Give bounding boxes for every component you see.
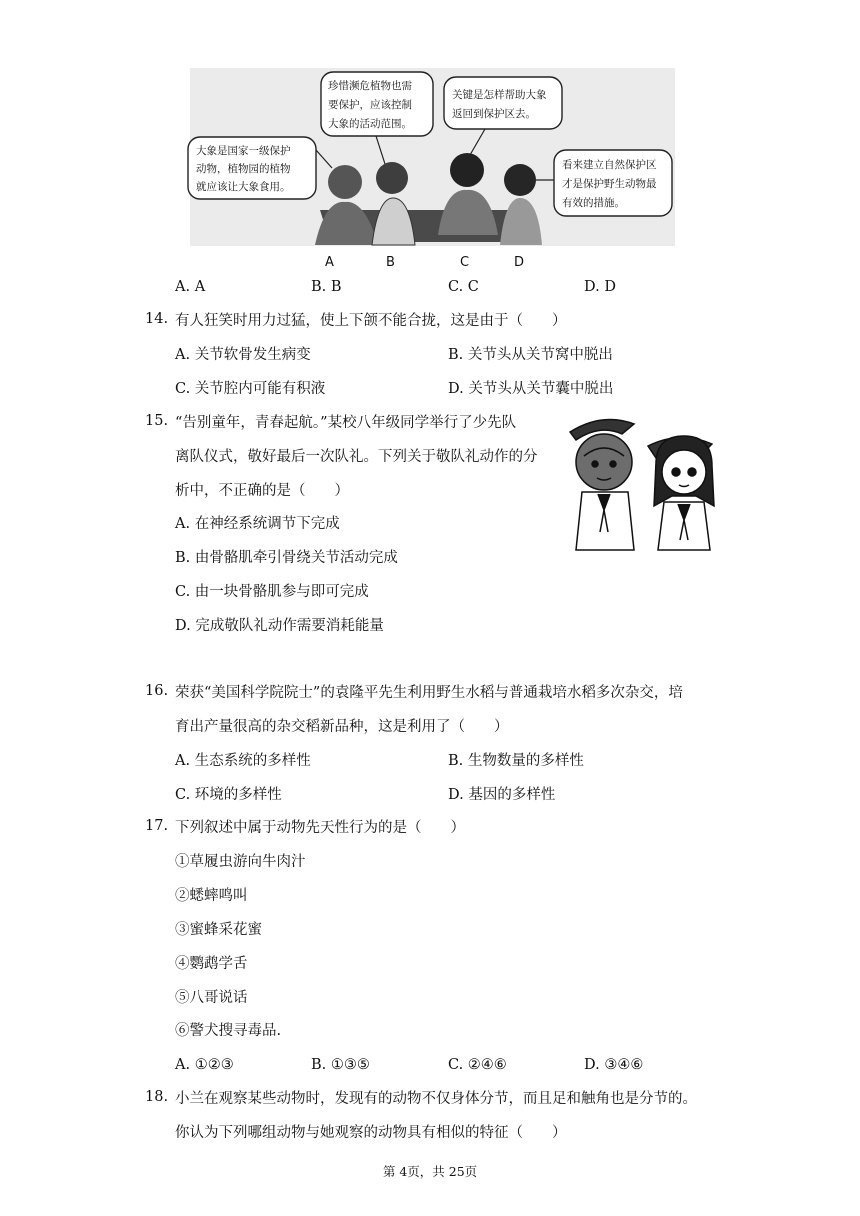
q15-number: 15. [145, 413, 169, 429]
q16-option-a: A. 生态系统的多样性 [175, 753, 311, 769]
q14-option-d: D. 关节头从关节囊中脱出 [448, 381, 614, 397]
bubble-c-line-2: 返回到保护区去。 [452, 108, 536, 120]
q18-stem-line-1: 小兰在观察某些动物时，发现有的动物不仅身体分节，而且足和触角也是分节的。 [175, 1091, 697, 1107]
bubble-b-line-1: 珍惜濒危植物也需 [328, 80, 412, 92]
q18-stem-line-2: 你认为下列哪组动物与她观察的动物具有相似的特征（ ） [175, 1125, 567, 1141]
bubble-b-line-3: 大象的活动范围。 [328, 118, 412, 130]
q16-number: 16. [145, 683, 169, 699]
q17-option-d: D. ③④⑥ [584, 1057, 644, 1073]
bubble-a-line-3: 就应该让大象食用。 [196, 181, 291, 193]
bubble-b-line-2: 要保护，应该控制 [328, 99, 412, 111]
q13-option-c: C. C [448, 279, 479, 295]
girl-figure [648, 436, 714, 550]
q17-item-3: ③蜜蜂采花蜜 [175, 922, 262, 938]
speech-bubble-d [536, 150, 672, 216]
figure-discussion-illustration [180, 60, 680, 275]
q16-stem-line-2: 育出产量很高的杂交稻新品种，这是利用了（ ） [175, 719, 509, 735]
person-label-a: A [325, 255, 334, 270]
q17-option-a: A. ①②③ [175, 1057, 234, 1073]
q14-option-a: A. 关节软骨发生病变 [175, 347, 311, 363]
q17-option-b: B. ①③⑤ [311, 1057, 370, 1073]
q17-item-5: ⑤八哥说话 [175, 990, 248, 1006]
q16-stem-line-1: 荣获“美国科学院院士”的袁隆平先生利用野生水稻与普通栽培水稻多次杂交，培 [175, 685, 683, 701]
bubble-d-line-3: 有效的措施。 [562, 197, 625, 209]
q15-option-d: D. 完成敬队礼动作需要消耗能量 [175, 618, 384, 634]
q17-option-c: C. ②④⑥ [448, 1057, 507, 1073]
svg-text:大象是国家一级保护 动物，植物园的植物 [196, 144, 294, 193]
q17-item-1: ①草履虫游向牛肉汁 [175, 854, 306, 870]
bubble-c-line-1: 关键是怎样帮助大象 [452, 89, 547, 101]
boy-figure [570, 420, 634, 551]
q17-number: 17. [145, 818, 169, 834]
q16-option-c: C. 环境的多样性 [175, 787, 282, 803]
q14-option-c: C. 关节腔内可能有积液 [175, 381, 326, 397]
q17-item-6: ⑥警犬搜寻毒品. [175, 1023, 282, 1039]
q13-option-b: B. B [311, 279, 342, 295]
bubble-d-line-2: 才是保护野生动物最 [562, 178, 657, 190]
q14-stem: 有人狂笑时用力过猛，使上下颌不能合拢，这是由于（ ） [175, 313, 567, 329]
svg-text:珍惜濒危植物也需 要保护，应该控制 [328, 79, 415, 130]
q17-item-2: ②蟋蟀鸣叫 [175, 888, 248, 904]
q15-option-c: C. 由一块骨骼肌参与即可完成 [175, 584, 369, 600]
svg-text:A B C D [325, 255, 524, 270]
person-label-d: D [514, 255, 525, 270]
speech-bubble-a [188, 137, 332, 199]
bubble-a-line-1: 大象是国家一级保护 [196, 145, 291, 157]
q15-option-b: B. 由骨骼肌牵引骨绕关节活动完成 [175, 550, 398, 566]
q15-stem-line-2: 离队仪式，敬好最后一次队礼。下列关于敬队礼动作的分 [175, 449, 538, 465]
q14-option-b: B. 关节头从关节窝中脱出 [448, 347, 613, 363]
q17-item-4: ④鹦鹉学舌 [175, 956, 248, 972]
bubble-a-line-2: 动物，植物园的植物 [196, 163, 291, 175]
person-label-b: B [386, 255, 395, 270]
q16-option-b: B. 生物数量的多样性 [448, 753, 584, 769]
q15-stem-line-1: “告别童年，青春起航。”某校八年级同学举行了少先队 [175, 415, 517, 431]
q18-number: 18. [145, 1089, 169, 1105]
q15-stem-line-3: 析中，不正确的是（ ） [175, 483, 349, 499]
q17-stem: 下列叙述中属于动物先天性行为的是（ ） [175, 820, 465, 836]
figure-saluting-students [562, 410, 732, 555]
bubble-d-line-1: 看来建立自然保护区 [562, 159, 657, 171]
q13-option-a: A. A [175, 279, 206, 295]
q16-option-d: D. 基因的多样性 [448, 787, 556, 803]
person-label-c: C [460, 255, 470, 270]
page-footer: 第 4页，共 25页 [382, 1164, 478, 1179]
q13-option-d: D. D [584, 279, 616, 295]
q15-option-a: A. 在神经系统调节下完成 [175, 516, 340, 532]
q14-number: 14. [145, 311, 169, 327]
